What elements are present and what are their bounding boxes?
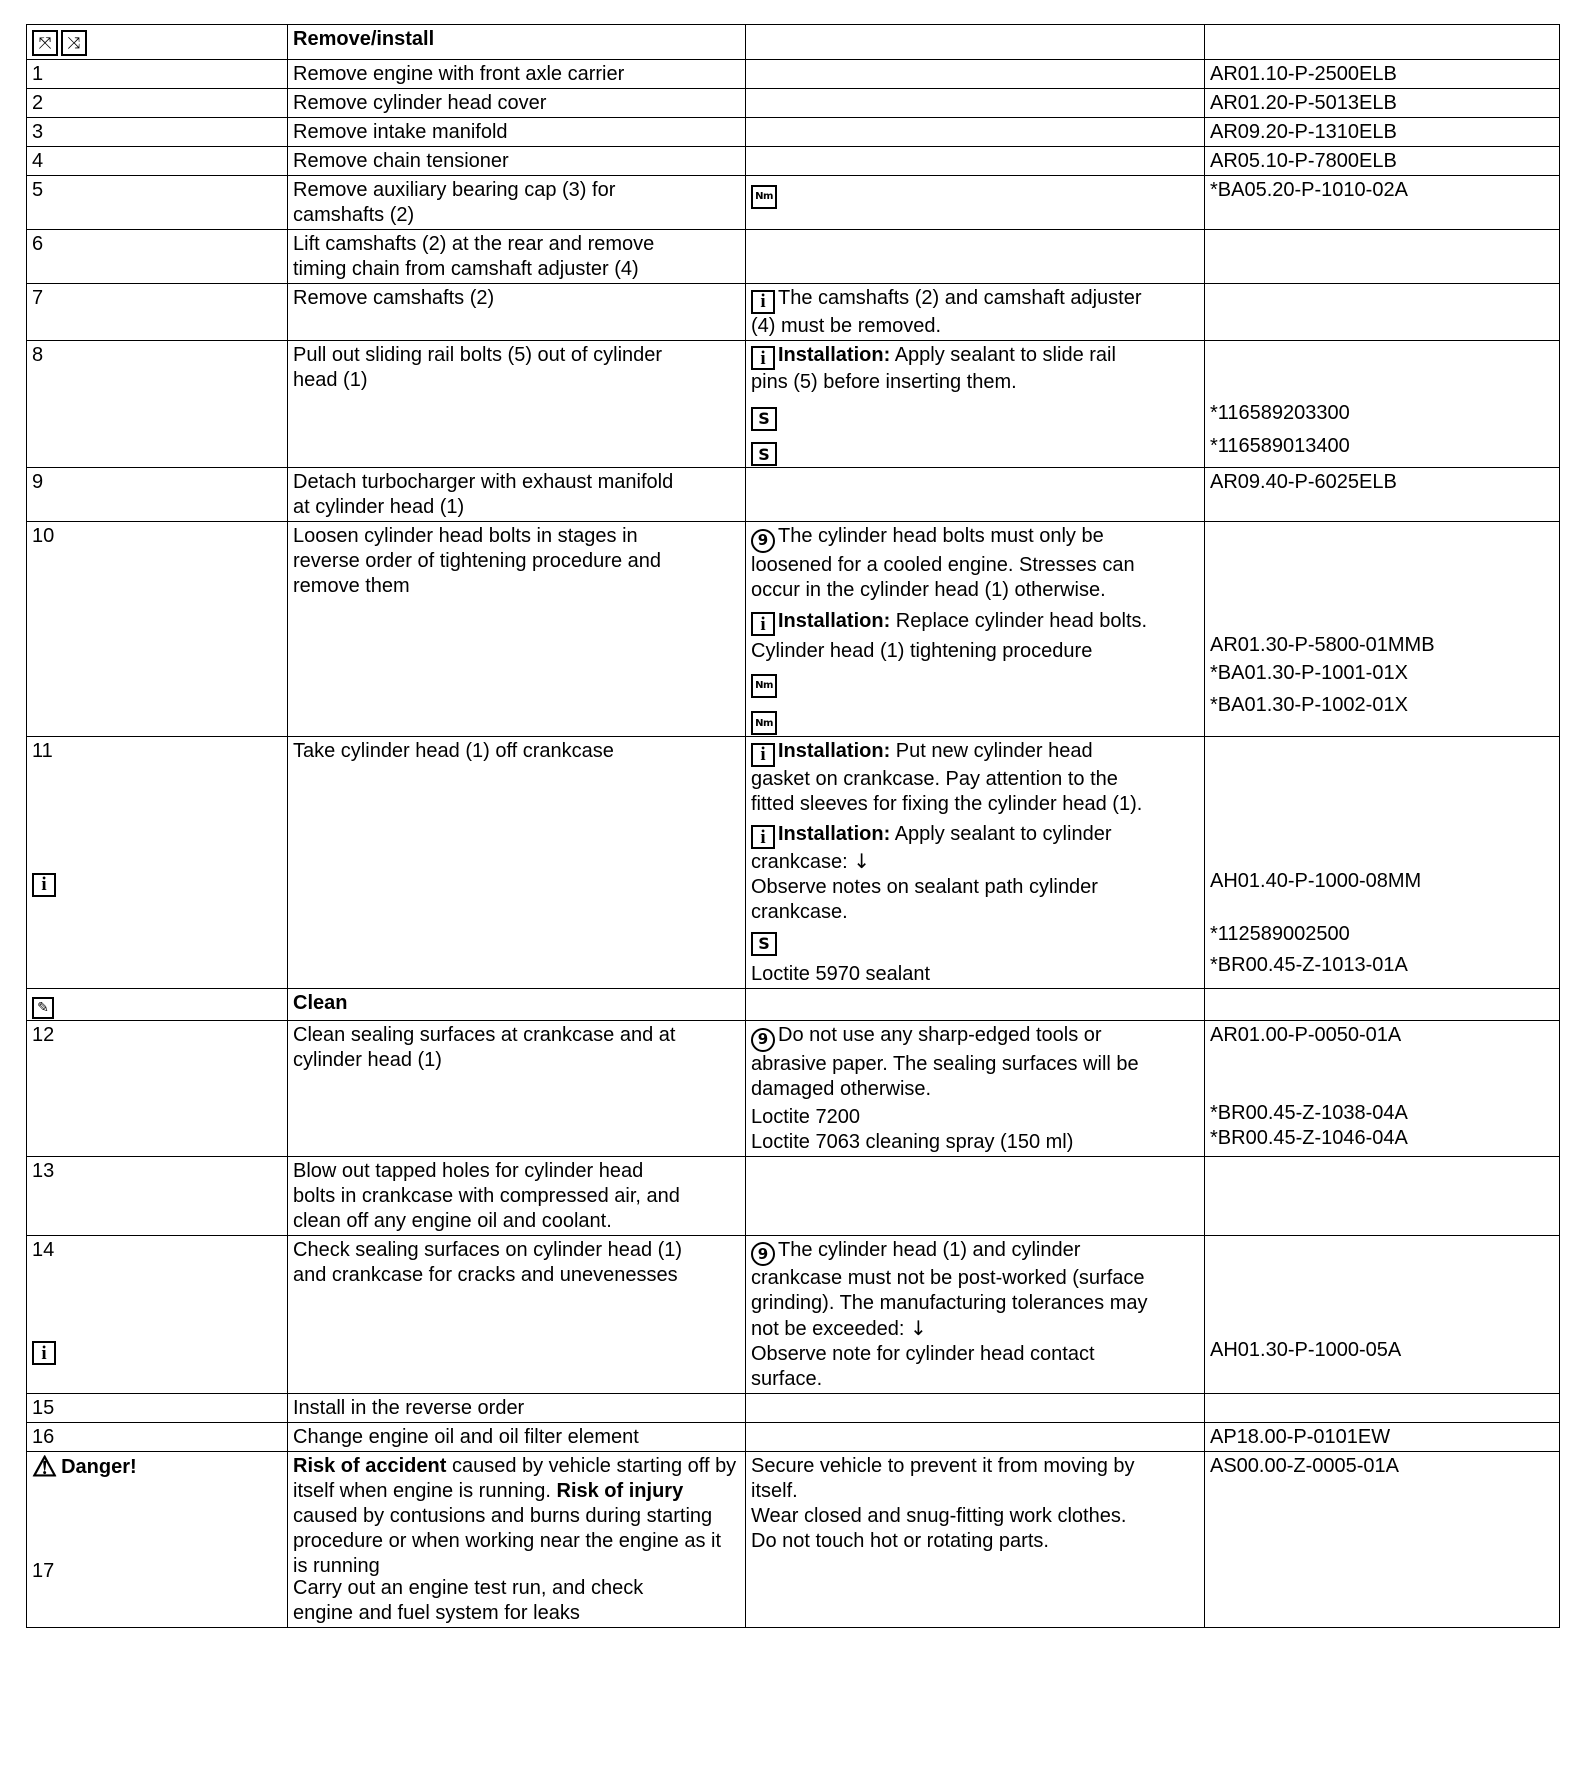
danger-label: Danger!: [61, 1456, 137, 1478]
table-row: [27, 1156, 1560, 1235]
section-title: Clean: [288, 988, 746, 1021]
document-reference[interactable]: AR09.40-P-6025ELB: [1205, 468, 1560, 522]
step-number: 1: [27, 60, 288, 89]
installation-label: Installation:: [778, 822, 891, 845]
note-line: Loctite 5970 sealant: [751, 962, 931, 985]
document-reference-link[interactable]: *BA01.30-P-1001-01X: [1210, 662, 1408, 684]
desc-line: at cylinder head (1): [293, 496, 465, 518]
note-line: crankcase must not be post-worked (surface: [751, 1267, 1145, 1289]
note-line: Put new cylinder head: [890, 740, 1093, 762]
note-line: Wear closed and snug-fitting work clothes.: [751, 1505, 1127, 1527]
empty-cell: [746, 988, 1205, 1021]
step-description: [288, 1021, 746, 1157]
desc-line: Lift camshafts (2) at the rear and remove: [293, 233, 655, 255]
empty-cell: [746, 25, 1205, 60]
table-row: [27, 522, 1560, 737]
info-icon[interactable]: i: [32, 1341, 56, 1365]
document-reference[interactable]: AP18.00-P-0101EW: [1205, 1423, 1560, 1452]
note-line: loosened for a cooled engine. Stresses can: [751, 553, 1135, 576]
tool-number[interactable]: *116589013400: [1210, 434, 1350, 457]
expand-icon: ⤧: [32, 30, 58, 56]
note-line: damaged otherwise.: [751, 1077, 932, 1100]
table-row: [27, 1021, 1560, 1157]
document-reference-link[interactable]: AR01.30-P-5800-01MMB: [1210, 634, 1435, 656]
step-number: 8: [27, 340, 288, 468]
document-reference: [1205, 1021, 1560, 1157]
note-line: Do not touch hot or rotating parts.: [751, 1530, 1049, 1552]
procedure-table: [26, 24, 1560, 1628]
note-line: Secure vehicle to prevent it from moving by: [751, 1455, 1135, 1477]
note-line: Replace cylinder head bolts.: [890, 609, 1148, 632]
step-note: [746, 176, 1205, 230]
desc-line: timing chain from camshaft adjuster (4): [293, 258, 639, 280]
desc-line: Loosen cylinder head bolts in stages in: [293, 525, 638, 547]
header-icons: [27, 25, 288, 60]
step-note: [746, 1021, 1205, 1157]
caution-icon[interactable]: 9: [751, 1028, 775, 1052]
arrow-down-icon[interactable]: ↓: [910, 1316, 927, 1340]
step-note: [746, 468, 1205, 522]
document-reference-link[interactable]: *BR00.45-Z-1013-01A: [1210, 954, 1408, 976]
step-note: [746, 1235, 1205, 1394]
step-note: [746, 60, 1205, 89]
section-icon-cell: [27, 988, 288, 1021]
step-description: [288, 230, 746, 284]
step-description: [288, 1235, 746, 1394]
torque-icon[interactable]: Nm: [751, 711, 777, 735]
section-row: [27, 988, 1560, 1021]
step-description: [288, 340, 746, 468]
tool-number[interactable]: *112589002500: [1210, 923, 1350, 945]
note-line: gasket on crankcase. Pay attention to the: [751, 767, 1118, 790]
installation-label: Installation:: [778, 609, 891, 632]
step-description: Remove camshafts (2): [288, 284, 746, 341]
desc-line: Clean sealing surfaces at crankcase and at: [293, 1024, 676, 1046]
note-line: fitted sleeves for fixing the cylinder head (1).: [751, 792, 1143, 815]
note-line: Loctite 7063 cleaning spray (150 ml): [751, 1130, 1074, 1153]
caution-icon[interactable]: 9: [751, 529, 775, 553]
desc-line: head (1): [293, 368, 368, 391]
step-number: 10: [27, 522, 288, 737]
info-icon[interactable]: i: [751, 743, 775, 767]
step-number: 16: [27, 1423, 288, 1452]
note-line: The cylinder head (1) and cylinder: [778, 1238, 1081, 1261]
step-description: Remove chain tensioner: [288, 147, 746, 176]
step-note: [746, 737, 1205, 989]
danger-cell: [27, 1452, 288, 1628]
desc-line: Detach turbocharger with exhaust manifold: [293, 471, 674, 493]
step-note: [746, 1394, 1205, 1423]
document-reference: [1205, 737, 1560, 989]
desc-line: Pull out sliding rail bolts (5) out of cylinder: [293, 343, 663, 366]
section-title: Remove/install: [288, 25, 746, 60]
risk-text: caused by vehicle starting off by itself when engine is running.: [293, 1455, 737, 1502]
danger-row: [27, 1452, 1560, 1628]
document-reference: [1205, 1156, 1560, 1235]
note-line: The cylinder head bolts must only be: [778, 525, 1104, 547]
table-row: [27, 118, 1560, 147]
desc-line: Blow out tapped holes for cylinder head: [293, 1159, 644, 1182]
info-icon[interactable]: i: [751, 825, 775, 849]
empty-cell: [1205, 25, 1560, 60]
table-row: [27, 1394, 1560, 1423]
clean-icon: ✎: [32, 997, 54, 1019]
header-row: [27, 25, 1560, 60]
table-row: [27, 737, 1560, 989]
step-description: Remove engine with front axle carrier: [288, 60, 746, 89]
desc-line: and crankcase for cracks and unevenesses: [293, 1263, 678, 1286]
step-note: [746, 230, 1205, 284]
desc-line: bolts in crankcase with compressed air, and: [293, 1184, 680, 1207]
document-reference-link[interactable]: AR01.00-P-0050-01A: [1210, 1024, 1402, 1046]
table-row: [27, 468, 1560, 522]
desc-line: reverse order of tightening procedure and: [293, 550, 662, 572]
document-reference-link[interactable]: AH01.40-P-1000-08MM: [1210, 870, 1422, 892]
note-line: Apply sealant to cylinder: [890, 822, 1112, 845]
desc-line: Remove auxiliary bearing cap (3) for: [293, 179, 616, 201]
note-line: Do not use any sharp-edged tools or: [778, 1024, 1102, 1046]
warning-icon: ⚠: [32, 1451, 58, 1482]
step-description: [288, 522, 746, 737]
table-row: [27, 284, 1560, 341]
torque-icon[interactable]: Nm: [751, 185, 777, 209]
risk-label: Risk of accident: [293, 1455, 447, 1477]
table-row: [27, 1235, 1560, 1394]
note-line: crankcase:: [751, 851, 854, 873]
note-line: occur in the cylinder head (1) otherwise.: [751, 578, 1106, 601]
note-line: grinding). The manufacturing tolerances may: [751, 1292, 1148, 1314]
desc-line: cylinder head (1): [293, 1049, 442, 1071]
document-reference[interactable]: AS00.00-Z-0005-01A: [1205, 1452, 1560, 1628]
note-line: crankcase.: [751, 901, 848, 923]
step-note: [746, 340, 1205, 468]
desc-line: remove them: [293, 575, 410, 597]
step-note: [746, 1156, 1205, 1235]
step-note: [746, 147, 1205, 176]
info-icon[interactable]: i: [751, 290, 775, 314]
step-number: 9: [27, 468, 288, 522]
step-description: [288, 468, 746, 522]
collapse-icon: ⤨: [61, 30, 87, 56]
note-line: (4) must be removed.: [751, 314, 942, 337]
special-tool-icon[interactable]: S: [751, 442, 777, 466]
note-line: pins (5) before inserting them.: [751, 371, 1017, 393]
step-number: 6: [27, 230, 288, 284]
step-description: Install in the reverse order: [288, 1394, 746, 1423]
note-line: not be exceeded:: [751, 1318, 911, 1340]
step-description: Remove cylinder head cover: [288, 89, 746, 118]
document-reference: [1205, 230, 1560, 284]
note-line: itself.: [751, 1480, 798, 1502]
info-icon[interactable]: i: [751, 346, 775, 370]
danger-description: [288, 1452, 746, 1628]
installation-label: Installation:: [778, 343, 891, 366]
note-line: Loctite 7200: [751, 1105, 860, 1128]
note-line: surface.: [751, 1368, 823, 1390]
desc-line: Check sealing surfaces on cylinder head (1): [293, 1238, 683, 1261]
step-number: 11 i: [27, 737, 288, 989]
step-note: [746, 1452, 1205, 1628]
step-description: [288, 1156, 746, 1235]
step-description: Take cylinder head (1) off crankcase: [288, 737, 746, 989]
note-line: Observe note for cylinder head contact: [751, 1343, 1095, 1365]
step-note: [746, 284, 1205, 341]
table-row: [27, 1423, 1560, 1452]
step-number: 4: [27, 147, 288, 176]
table-row: [27, 230, 1560, 284]
note-line: Cylinder head (1) tightening procedure: [751, 640, 1093, 662]
document-reference[interactable]: *BA05.20-P-1010-02A: [1205, 176, 1560, 230]
document-reference: [1205, 1394, 1560, 1423]
document-reference[interactable]: AR01.10-P-2500ELB: [1205, 60, 1560, 89]
risk-label: Risk of injury: [556, 1480, 684, 1502]
torque-icon[interactable]: Nm: [751, 674, 777, 698]
table-row: [27, 340, 1560, 468]
caution-icon[interactable]: 9: [751, 1242, 775, 1266]
step-number: 14 i: [27, 1235, 288, 1394]
step-note: [746, 89, 1205, 118]
special-tool-icon[interactable]: S: [751, 932, 777, 956]
info-icon[interactable]: i: [751, 612, 775, 636]
step-description: Remove intake manifold: [288, 118, 746, 147]
installation-label: Installation:: [778, 740, 891, 762]
step-note: [746, 1423, 1205, 1452]
document-reference: [1205, 522, 1560, 737]
step-number: 2: [27, 89, 288, 118]
note-line: Observe notes on sealant path cylinder: [751, 876, 1098, 898]
step-note: [746, 118, 1205, 147]
desc-line: clean off any engine oil and coolant.: [293, 1209, 612, 1232]
arrow-down-icon[interactable]: ↓: [853, 849, 871, 873]
step-description: [288, 176, 746, 230]
document-reference[interactable]: AR05.10-P-7800ELB: [1205, 147, 1560, 176]
step-note: [746, 522, 1205, 737]
document-reference: [1205, 1235, 1560, 1394]
step-number: 5: [27, 176, 288, 230]
note-line: The camshafts (2) and camshaft adjuster: [778, 287, 1142, 309]
desc-line: camshafts (2): [293, 204, 415, 226]
step-description: Change engine oil and oil filter element: [288, 1423, 746, 1452]
risk-text: caused by contusions and burns during starting procedure or when working near the engine as it is running: [293, 1505, 722, 1577]
step-number: 17: [32, 1560, 55, 1582]
note-line: Apply sealant to slide rail: [890, 343, 1116, 366]
document-reference[interactable]: AR01.20-P-5013ELB: [1205, 89, 1560, 118]
table-row: [27, 60, 1560, 89]
document-reference[interactable]: AR09.20-P-1310ELB: [1205, 118, 1560, 147]
info-icon[interactable]: i: [32, 873, 56, 897]
table-row: [27, 89, 1560, 118]
step-number: 15: [27, 1394, 288, 1423]
desc-line: engine and fuel system for leaks: [293, 1602, 580, 1624]
step-number: 3: [27, 118, 288, 147]
desc-line: Carry out an engine test run, and check: [293, 1577, 644, 1599]
special-tool-icon[interactable]: S: [751, 407, 777, 431]
document-reference-link[interactable]: AH01.30-P-1000-05A: [1210, 1338, 1402, 1361]
table-row: [27, 176, 1560, 230]
document-reference-link[interactable]: *BR00.45-Z-1038-04A: [1210, 1102, 1408, 1124]
document-reference-link[interactable]: *BA01.30-P-1002-01X: [1210, 694, 1408, 716]
tool-number[interactable]: *116589203300: [1210, 401, 1350, 424]
empty-cell: [1205, 988, 1560, 1021]
step-number: 7: [27, 284, 288, 341]
step-number: 12: [27, 1021, 288, 1157]
table-row: [27, 147, 1560, 176]
step-number: 13: [27, 1156, 288, 1235]
note-line: abrasive paper. The sealing surfaces will be: [751, 1052, 1139, 1075]
document-reference-link[interactable]: *BR00.45-Z-1046-04A: [1210, 1127, 1408, 1149]
document-reference: [1205, 340, 1560, 468]
document-reference: [1205, 284, 1560, 341]
